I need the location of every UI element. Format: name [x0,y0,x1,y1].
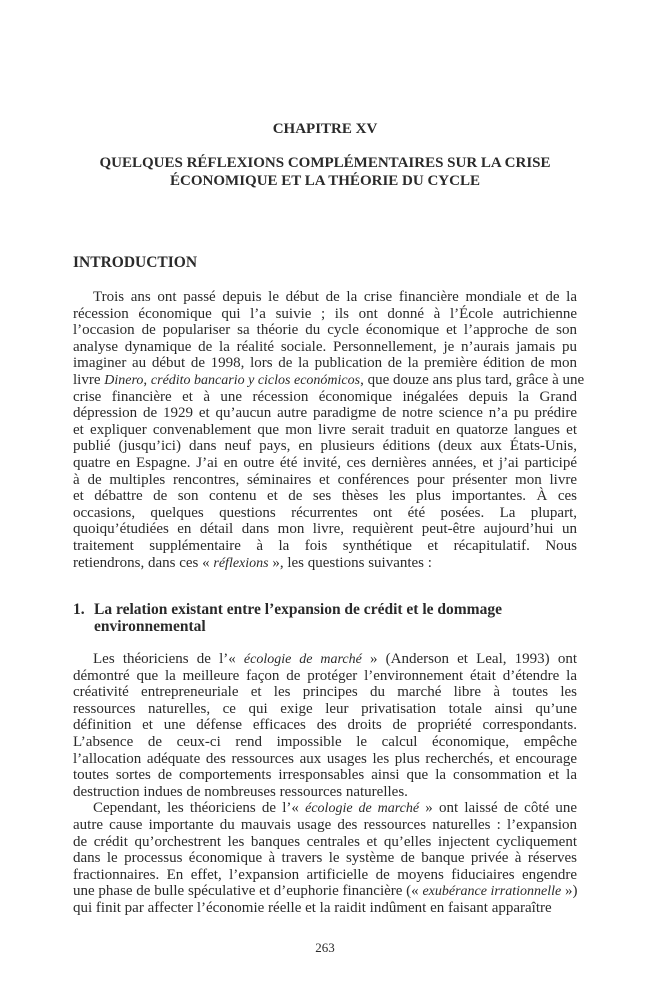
text-segment: et expliquer convenablement que mon livre serait traduit en quatorze langues et [73,421,577,438]
text-line [73,684,577,701]
paragraph-section1-1 [73,651,577,800]
text-line [73,850,577,867]
italic-text: écologie de marché [305,801,420,817]
text-line [73,800,577,817]
text-segment: l’occasion de populariser sa théorie du cycle économique et l’approche de son [73,322,577,339]
text-segment: publié (jusqu’ici) dans neuf pays, en plusieurs éditions (deux aux États-Unis, [73,438,577,455]
text-segment: dépression de 1929 et qu’aucun autre paradigme de notre science n’a pu prédire [73,405,577,422]
text-segment: traitement supplémentaire à la fois synthétique et récapitulatif. Nous [73,537,577,554]
text-segment: occasions, quelques questions récurrentes ont été posées. La plupart, [73,504,577,521]
text-segment: fractionnaires. En effet, l’expansion artificielle de moyens fiduciaires engendre [73,866,577,883]
text-segment: quatre en Espagne. J’ai en outre été invité, ces dernières années, et j’ai participé [73,454,577,471]
text-segment: récession économique qui l’a suivie ; ils ont donné à l’École autrichienne [73,305,577,322]
text-line [73,784,577,801]
text-segment: définition et une défense efficaces des droits de propriété correspondants. [73,717,577,734]
text-segment: une phase de bulle spéculative et d’euphorie financière (« [73,883,423,900]
text-segment: qui finit par affecter l’économie réelle et la raidit indûment en faisant apparaître [73,899,552,916]
text-segment: démontré que la meilleure façon de protéger l’environnement était d’étendre la [73,667,577,684]
text-line [73,438,577,455]
text-segment: imaginer au début de 1998, lors de la publication de la première édition de mon [73,355,577,372]
section-title-line: La relation existant entre l’expansion de crédit et le dommage [94,601,502,618]
italic-text: exubérance irrationnelle [422,884,562,900]
text-line [73,355,577,372]
italic-text: Dinero [104,372,144,388]
intro-heading: INTRODUCTION [73,254,198,271]
text-line [73,751,577,768]
text-line [73,900,577,917]
text-segment: et débattre de son contenu et de ses thèses les plus importantes. À ces [73,488,577,505]
text-line [73,322,577,339]
section-title-line: environnemental [94,618,206,635]
text-segment: de crédit qu’orchestrent les banques centrales et qu’elles injectent cycliquement [73,833,577,850]
chapter-title [60,154,590,190]
text-segment: créativité entrepreneuriale et les principes du marché libre à toutes les [73,684,577,701]
text-segment: ressources naturelles, ce qui exige leur privatisation totale ainsi qu’une [73,700,577,717]
paragraph-section1-2 [73,800,577,916]
chapter-title-line: QUELQUES RÉFLEXIONS COMPLÉMENTAIRES SUR LA CRISE [99,155,551,171]
text-segment: Trois ans ont passé depuis le début de la crise financière mondiale et de la [93,289,577,305]
paragraph-intro [73,289,585,571]
chapter-title-line: ÉCONOMIQUE ET LA THÉORIE DU CYCLE [170,173,480,189]
text-line [73,767,577,784]
text-line [73,538,577,555]
text-line [73,651,577,668]
text-line [73,389,577,406]
text-line [73,817,577,834]
text-line [73,734,577,751]
text-segment: analyse dynamique de la réalité sociale. Personnellement, je n’aurais jamais pu [73,338,577,355]
page-number: 263 [315,940,335,955]
text-line [73,488,577,505]
italic-text: réflexions [213,555,269,571]
chapter-number: CHAPITRE XV [272,121,378,137]
text-segment: quoiqu’étudiées en détail dans mon livre, requièrent peut-être aujourd’hui un [73,521,577,538]
text-segment: destruction indues de nombreuses ressources naturelles. [73,783,408,800]
text-segment: crise financière et à une récession économique inégalées depuis la Grand [73,388,577,405]
text-segment: livre [73,371,105,388]
text-segment: ») [561,883,578,900]
text-segment: » (Anderson et Leal, 1993) ont [361,651,577,667]
text-line [73,717,577,734]
text-line [73,422,577,439]
italic-text: écologie de marché [243,652,362,667]
text-line [73,834,577,851]
italic-text: crédito bancario y ciclos económicos [150,372,361,388]
text-line [73,668,577,685]
text-line [73,867,577,884]
text-line [73,701,577,718]
text-line [73,555,577,572]
section-heading [73,601,502,635]
text-segment: », les questions suivantes : [268,554,432,571]
text-segment: L’absence de ceux-ci rend impossible le calcul économique, empêche [73,733,577,750]
text-line [73,883,577,900]
text-segment: toutes sortes de comportements irresponsables ainsi que la consommation et la [73,767,577,784]
text-segment: retiendrons, dans ces « [73,554,214,571]
text-segment: l’allocation adéquate des ressources aux usages les plus recherchés, et encourage [73,750,577,767]
text-line [73,521,577,538]
text-line [73,289,577,306]
text-segment: dans le processus économique à travers le système de banque privée à réserves [73,850,577,867]
text-segment: à de multiples rencontres, séminaires et conférences pour présenter mon livre [73,471,577,488]
text-segment: Les théoriciens de l’« [93,651,244,667]
text-segment: » ont laissé de côté une [419,800,578,817]
text-line [73,371,585,389]
text-segment: , [143,371,151,388]
text-line [73,405,577,422]
section-number: 1. [73,601,85,618]
text-line [73,306,577,323]
text-segment: Cependant, les théoriciens de l’« [93,800,306,817]
text-line [73,339,577,356]
text-line [73,455,577,472]
text-segment: autre cause importante du mauvais usage des ressources naturelles : l’expansion [73,816,577,833]
text-line [73,505,577,522]
text-line [73,472,577,489]
text-segment: , que douze ans plus tard, grâce à une [360,371,585,388]
